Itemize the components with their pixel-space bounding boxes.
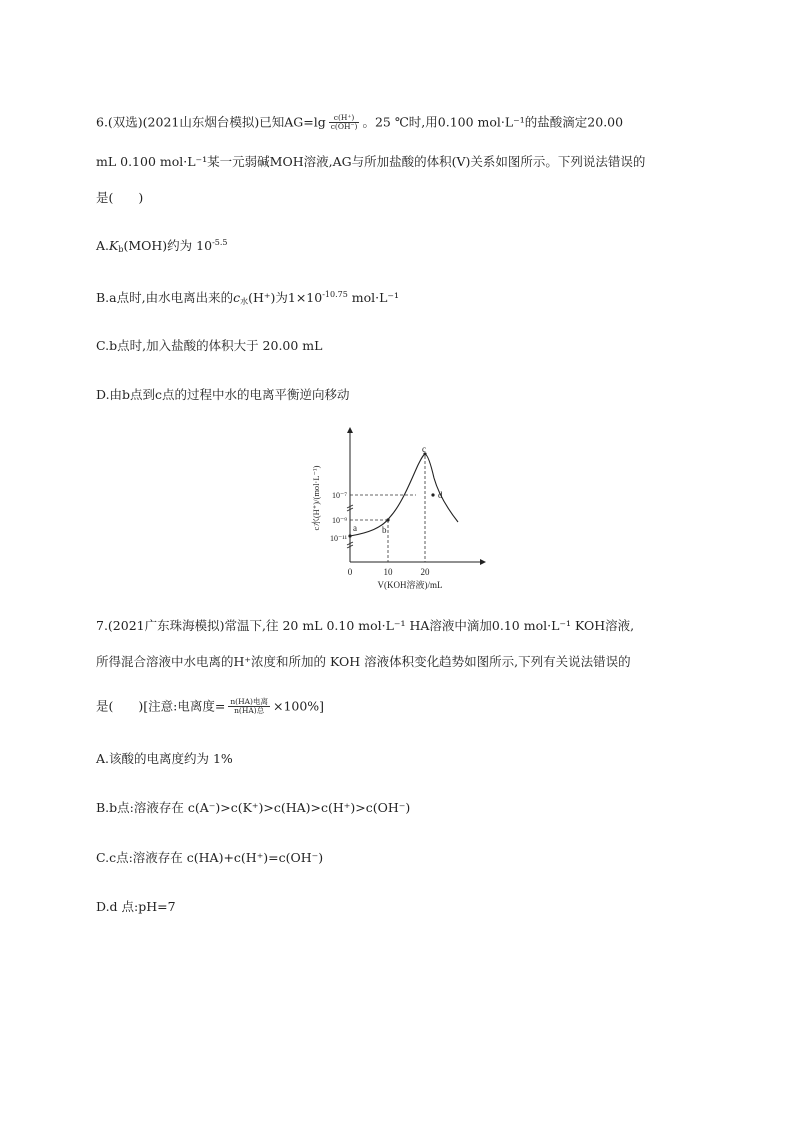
titration-chart <box>300 420 500 595</box>
point-c-label: c <box>422 444 426 454</box>
q6-a-prefix: A. <box>96 238 110 253</box>
y-tick-1e-11: 10⁻¹¹ <box>329 534 347 543</box>
q6-b-c: c <box>233 290 241 305</box>
q7-option-b: B.b点:溶液存在 c(A⁻)>c(K⁺)>c(HA)>c(H⁺)>c(OH⁻) <box>96 800 411 815</box>
x-tick-0: 0 <box>347 567 353 577</box>
point-a-label: a <box>353 523 357 533</box>
q6-stem-line1 <box>96 114 623 132</box>
q7-line3-pre: 是( )[注意:电离度= <box>96 698 226 714</box>
q6-stem-line3: 是( ) <box>96 190 144 205</box>
q7-line3-post: ×100%] <box>272 698 325 714</box>
q6-option-a <box>96 239 228 254</box>
q6-b-mid: (H⁺)为1×10 <box>248 290 323 305</box>
q7-option-d: D.d 点:pH=7 <box>96 899 176 914</box>
q6-tail: 。25 ℃时,用0.100 mol·L⁻¹的盐酸滴定20.00 <box>362 114 624 130</box>
y-tick-1e-9: 10⁻⁹ <box>331 516 347 525</box>
q6-head: 6.(双选)(2021山东烟台模拟)已知AG=lg <box>96 114 326 130</box>
q7-stem-line3 <box>96 698 324 716</box>
q7-stem-line2: 所得混合溶液中水电离的H⁺浓度和所加的 KOH 溶液体积变化趋势如图所示,下列有关说法错误的 <box>96 654 631 669</box>
point-a <box>348 534 351 537</box>
q6-b-prefix: B.a点时,由水电离出来的 <box>96 290 234 305</box>
ag-fraction <box>329 114 360 132</box>
q6-option-b <box>96 291 399 306</box>
q6-a-sub: b <box>118 245 124 254</box>
q6-a-exp: -5.5 <box>212 238 228 247</box>
x-axis-label: V(KOH溶液)/mL <box>377 580 443 590</box>
ag-fraction-den: c(OH⁻) <box>330 122 358 132</box>
point-b-label: b <box>382 525 387 535</box>
point-d-label: d <box>438 490 443 500</box>
q7-option-a: A.该酸的电离度约为 1% <box>96 751 233 766</box>
q6-a-mid: (MOH)约为 10 <box>123 238 213 253</box>
point-d <box>431 493 434 496</box>
q7-stem-line1: 7.(2021广东珠海模拟)常温下,往 20 mL 0.10 mol·L⁻¹ HA溶液中滴加0.10 mol·L⁻¹ KOH溶液, <box>96 618 635 633</box>
ionization-fraction-den: n(HA)总 <box>234 706 265 716</box>
y-tick-1e-7: 10⁻⁷ <box>331 491 347 500</box>
q6-stem-line2: mL 0.100 mol·L⁻¹某一元弱碱MOH溶液,AG与所加盐酸的体积(V)关系如图所示。下列说法错误的 <box>96 154 646 169</box>
x-tick-10: 10 <box>383 567 393 577</box>
q6-option-d: D.由b点到c点的过程中水的电离平衡逆向移动 <box>96 387 350 402</box>
q7-option-c: C.c点:溶液存在 c(HA)+c(H⁺)=c(OH⁻) <box>96 850 324 865</box>
q6-b-unit: mol·L⁻¹ <box>347 290 400 305</box>
q6-a-k: K <box>109 238 119 253</box>
ionization-fraction <box>228 698 270 716</box>
q6-b-sub: 水 <box>240 297 249 306</box>
q6-b-exp: -10.75 <box>322 290 348 299</box>
ag-fraction-num: c(H⁺) <box>329 114 360 123</box>
x-tick-20: 20 <box>420 567 430 577</box>
point-b <box>386 518 389 521</box>
y-axis-label: c水(H⁺)/(mol·L⁻¹) <box>311 465 321 531</box>
ionization-fraction-num: n(HA)电离 <box>230 697 268 706</box>
q6-option-c: C.b点时,加入盐酸的体积大于 20.00 mL <box>96 338 323 353</box>
